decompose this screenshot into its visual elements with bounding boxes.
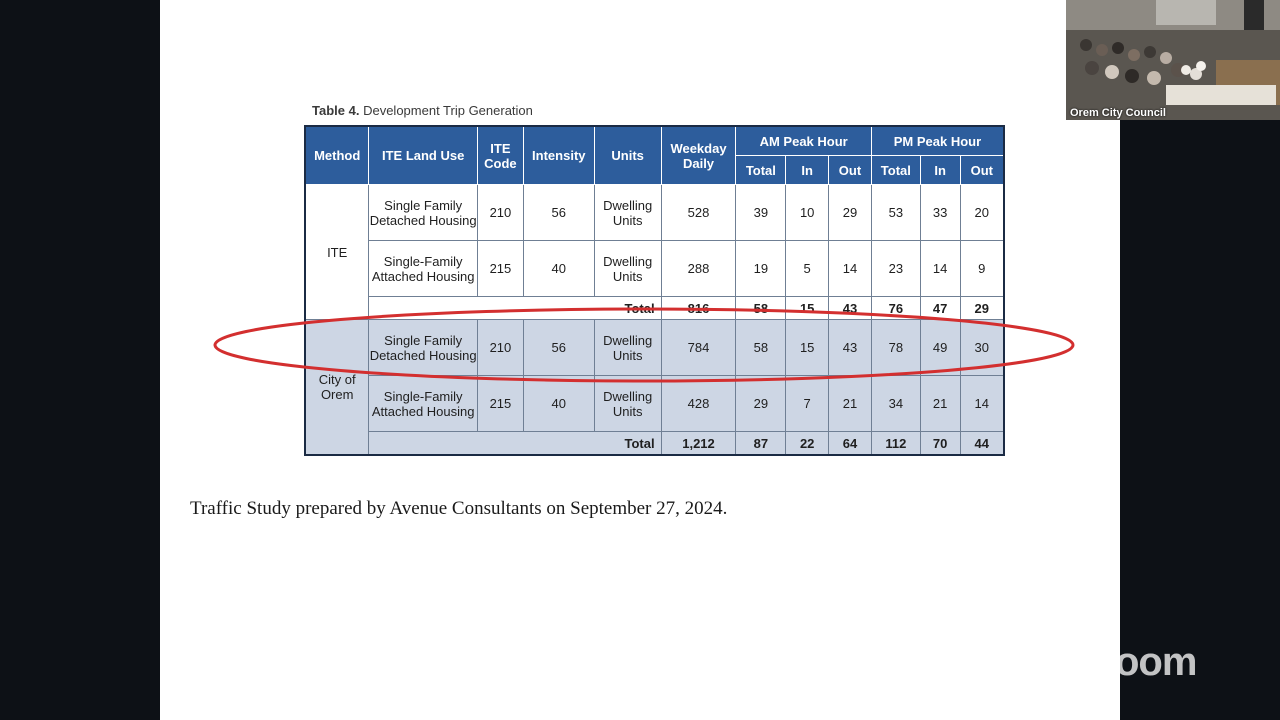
am-in-cell: 10 bbox=[786, 185, 829, 241]
header-am-peak: AM Peak Hour bbox=[736, 126, 871, 156]
zoom-watermark: zoom bbox=[1096, 640, 1197, 684]
audience-video-frame bbox=[1066, 0, 1280, 120]
header-pm-out: Out bbox=[960, 156, 1004, 185]
code-cell: 215 bbox=[477, 376, 523, 432]
pm-out-cell: 20 bbox=[960, 185, 1004, 241]
units-cell: Dwelling Units bbox=[594, 376, 661, 432]
intensity-cell: 56 bbox=[523, 185, 594, 241]
units-cell: Dwelling Units bbox=[594, 241, 661, 297]
pm-out-cell: 14 bbox=[960, 376, 1004, 432]
table-row bbox=[305, 241, 1004, 297]
table-row bbox=[305, 320, 1004, 376]
pm-in-cell: 47 bbox=[920, 297, 960, 320]
header-am-in: In bbox=[786, 156, 829, 185]
daily-total-cell: 1,212 bbox=[661, 432, 736, 456]
intensity-cell: 40 bbox=[523, 376, 594, 432]
am-out-cell: 21 bbox=[829, 376, 872, 432]
header-land-use: ITE Land Use bbox=[369, 126, 478, 185]
am-in-cell: 15 bbox=[786, 297, 829, 320]
header-pm-peak: PM Peak Hour bbox=[871, 126, 1004, 156]
land-use-cell: Single-Family Attached Housing bbox=[369, 241, 478, 297]
intensity-cell: 40 bbox=[523, 241, 594, 297]
table-caption bbox=[312, 103, 533, 118]
source-note: Traffic Study prepared by Avenue Consultants on September 27, 2024. bbox=[190, 498, 728, 519]
total-label: Total bbox=[369, 432, 661, 456]
table-row bbox=[305, 185, 1004, 241]
trip-generation-table bbox=[304, 125, 1005, 456]
am-in-cell: 22 bbox=[786, 432, 829, 456]
pm-out-cell: 29 bbox=[960, 297, 1004, 320]
daily-total-cell: 816 bbox=[661, 297, 736, 320]
am-total-cell: 19 bbox=[736, 241, 786, 297]
am-in-cell: 7 bbox=[786, 376, 829, 432]
daily-cell: 784 bbox=[661, 320, 736, 376]
am-out-cell: 14 bbox=[829, 241, 872, 297]
participant-video-thumbnail[interactable] bbox=[1066, 0, 1280, 120]
pm-out-cell: 9 bbox=[960, 241, 1004, 297]
pm-total-cell: 112 bbox=[871, 432, 920, 456]
header-pm-total: Total bbox=[871, 156, 920, 185]
pm-total-cell: 34 bbox=[871, 376, 920, 432]
pm-in-cell: 33 bbox=[920, 185, 960, 241]
code-cell: 215 bbox=[477, 241, 523, 297]
header-intensity: Intensity bbox=[523, 126, 594, 185]
total-row bbox=[305, 432, 1004, 456]
units-cell: Dwelling Units bbox=[594, 185, 661, 241]
code-cell: 210 bbox=[477, 185, 523, 241]
total-row bbox=[305, 297, 1004, 320]
am-total-cell: 29 bbox=[736, 376, 786, 432]
am-total-cell: 39 bbox=[736, 185, 786, 241]
header-method: Method bbox=[305, 126, 369, 185]
video-label: Orem City Council bbox=[1070, 107, 1166, 119]
pm-total-cell: 23 bbox=[871, 241, 920, 297]
units-cell: Dwelling Units bbox=[594, 320, 661, 376]
caption-label: Table 4. bbox=[312, 103, 360, 118]
method-cell: ITE bbox=[305, 185, 369, 320]
header-ite-code: ITE Code bbox=[477, 126, 523, 185]
caption-title: Development Trip Generation bbox=[363, 103, 533, 118]
am-total-cell: 58 bbox=[736, 297, 786, 320]
am-out-cell: 43 bbox=[829, 297, 872, 320]
header-pm-in: In bbox=[920, 156, 960, 185]
am-out-cell: 43 bbox=[829, 320, 872, 376]
pm-total-cell: 76 bbox=[871, 297, 920, 320]
am-in-cell: 15 bbox=[786, 320, 829, 376]
daily-cell: 428 bbox=[661, 376, 736, 432]
header-weekday-daily: Weekday Daily bbox=[661, 126, 736, 185]
pm-out-cell: 44 bbox=[960, 432, 1004, 456]
code-cell: 210 bbox=[477, 320, 523, 376]
intensity-cell: 56 bbox=[523, 320, 594, 376]
am-out-cell: 64 bbox=[829, 432, 872, 456]
land-use-cell: Single Family Detached Housing bbox=[369, 185, 478, 241]
header-am-out: Out bbox=[829, 156, 872, 185]
header-units: Units bbox=[594, 126, 661, 185]
am-out-cell: 29 bbox=[829, 185, 872, 241]
daily-cell: 528 bbox=[661, 185, 736, 241]
pm-total-cell: 53 bbox=[871, 185, 920, 241]
am-total-cell: 87 bbox=[736, 432, 786, 456]
pm-in-cell: 49 bbox=[920, 320, 960, 376]
method-cell: City of Orem bbox=[305, 320, 369, 456]
land-use-cell: Single Family Detached Housing bbox=[369, 320, 478, 376]
land-use-cell: Single-Family Attached Housing bbox=[369, 376, 478, 432]
daily-cell: 288 bbox=[661, 241, 736, 297]
am-total-cell: 58 bbox=[736, 320, 786, 376]
total-label: Total bbox=[369, 297, 661, 320]
pm-out-cell: 30 bbox=[960, 320, 1004, 376]
pm-in-cell: 70 bbox=[920, 432, 960, 456]
am-in-cell: 5 bbox=[786, 241, 829, 297]
pm-in-cell: 14 bbox=[920, 241, 960, 297]
pm-total-cell: 78 bbox=[871, 320, 920, 376]
pm-in-cell: 21 bbox=[920, 376, 960, 432]
table-row bbox=[305, 376, 1004, 432]
header-am-total: Total bbox=[736, 156, 786, 185]
